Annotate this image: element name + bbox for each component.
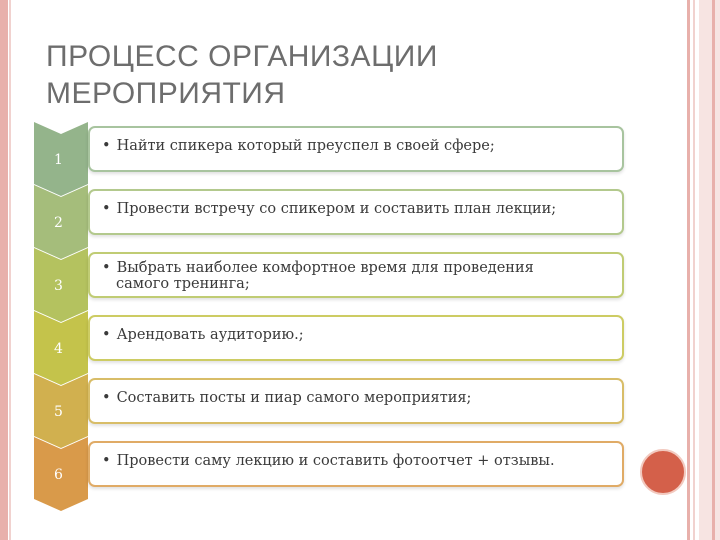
bullet-icon: • xyxy=(102,390,111,406)
step-3-text xyxy=(102,260,612,292)
bullet-icon: • xyxy=(102,201,111,217)
process-steps xyxy=(34,122,626,514)
step-5-text xyxy=(102,390,612,406)
step-2-number: 2 xyxy=(54,215,63,231)
accent-circle xyxy=(640,449,686,495)
step-2-box xyxy=(88,189,624,235)
step-1-text xyxy=(102,138,612,154)
left-decor-stripe xyxy=(0,0,8,540)
step-6-number: 6 xyxy=(54,467,63,483)
step-5-number: 5 xyxy=(54,404,63,420)
bullet-icon: • xyxy=(102,327,111,343)
step-3-number: 3 xyxy=(54,278,63,294)
step-2-text xyxy=(102,201,612,217)
step-6-text xyxy=(102,453,612,469)
step-3-label-line2: самого тренинга; xyxy=(116,276,250,292)
step-6-label: Провести саму лекцию и составить фотоотчет + отзывы. xyxy=(116,453,555,469)
left-decor-stripe-inner xyxy=(9,0,11,540)
step-3-label-line1: Выбрать наиболее комфортное время для проведения xyxy=(116,260,534,276)
step-4-label: Арендовать аудиторию.; xyxy=(116,327,304,343)
slide-title-line1: ПРОЦЕСС ОРГАНИЗАЦИИ xyxy=(46,40,438,73)
step-1-box xyxy=(88,126,624,172)
right-decor-stripe-outer xyxy=(712,0,715,540)
step-6-box xyxy=(88,441,624,487)
step-2-label: Провести встречу со спикером и составить план лекции; xyxy=(116,201,557,217)
step-1-label: Найти спикера который преуспел в своей сфере; xyxy=(116,138,495,154)
right-decor-band xyxy=(699,0,720,540)
bullet-icon: • xyxy=(102,260,111,276)
bullet-icon: • xyxy=(102,138,111,154)
step-4-number: 4 xyxy=(54,341,63,357)
right-decor-stripe xyxy=(687,0,690,540)
step-4-text xyxy=(102,327,612,343)
step-3-box xyxy=(88,252,624,298)
slide-title-line2: МЕРОПРИЯТИЯ xyxy=(46,77,286,110)
bullet-icon: • xyxy=(102,453,111,469)
right-decor-stripe-thin xyxy=(693,0,695,540)
step-1-number: 1 xyxy=(54,152,63,168)
step-4-box xyxy=(88,315,624,361)
step-5-label: Составить посты и пиар самого мероприятия; xyxy=(116,390,472,406)
step-5-box xyxy=(88,378,624,424)
slide-title xyxy=(46,38,606,112)
